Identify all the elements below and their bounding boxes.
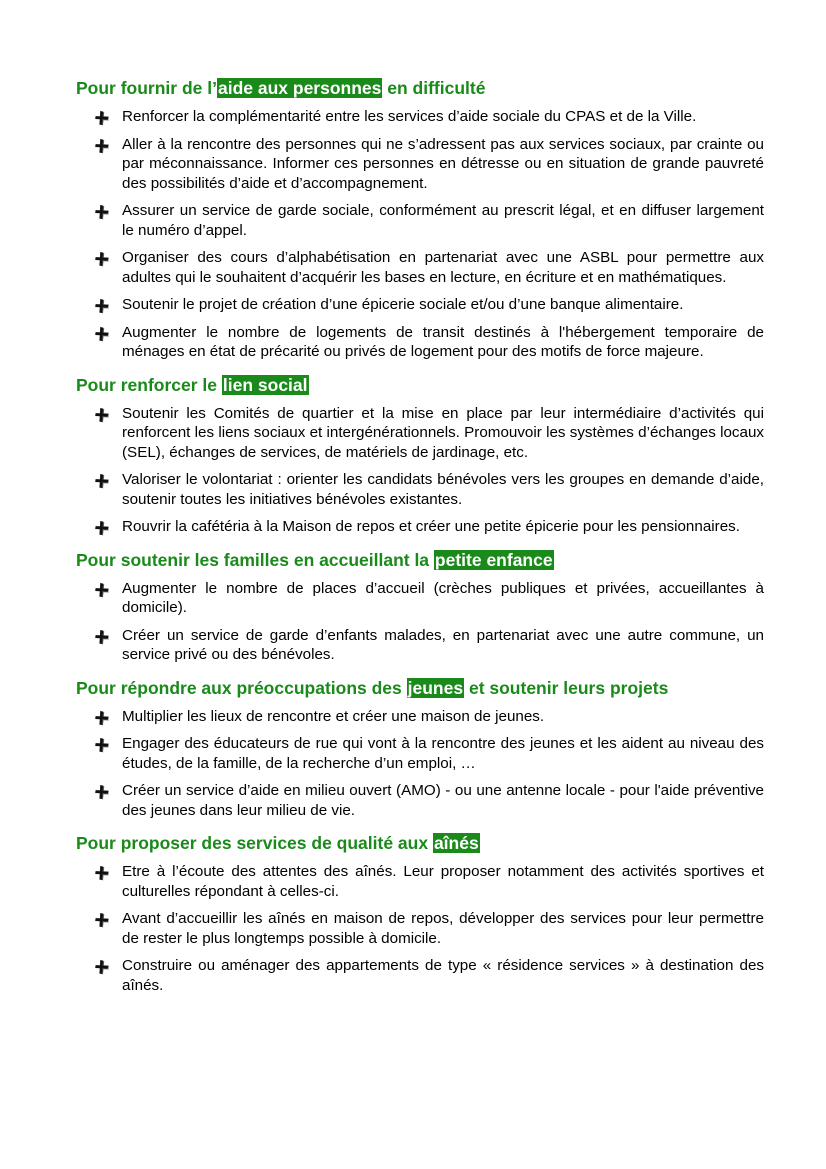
list-item-text: Organiser des cours d’alphabétisation en partenariat avec une ASBL pour permettre aux adultes qui le souhaitent d’acquérir les bases en lecture, en écriture et en mathématiques. bbox=[122, 249, 764, 286]
section bbox=[76, 677, 764, 821]
list-item bbox=[76, 579, 764, 618]
list-item bbox=[76, 707, 764, 727]
plus-cross-icon bbox=[94, 912, 110, 928]
list-item-text: Avant d’accueillir les aînés en maison de repos, développer des services pour leur permettre de rester le plus longtemps possible à domicile. bbox=[122, 910, 764, 947]
section bbox=[76, 832, 764, 995]
heading-text-after: en difficulté bbox=[382, 78, 486, 98]
heading-highlight: petite enfance bbox=[434, 549, 553, 570]
plus-cross-icon bbox=[94, 582, 110, 598]
heading-highlight: aînés bbox=[433, 833, 479, 853]
heading-text-before: Pour fournir de l’ bbox=[76, 78, 217, 98]
bullet-list bbox=[76, 107, 764, 362]
list-item-text: Soutenir le projet de création d’une épicerie sociale et/ou d’une banque alimentaire. bbox=[122, 296, 684, 313]
bullet-list bbox=[76, 707, 764, 821]
plus-cross-icon bbox=[94, 326, 110, 342]
list-item bbox=[76, 734, 764, 773]
list-item bbox=[76, 781, 764, 820]
plus-cross-icon bbox=[94, 110, 110, 126]
plus-cross-icon bbox=[94, 737, 110, 753]
heading-text-before: Pour soutenir les familles en accueillant la bbox=[76, 549, 434, 570]
list-item-text: Renforcer la complémentarité entre les services d’aide sociale du CPAS et de la Ville. bbox=[122, 108, 697, 125]
list-item-text: Valoriser le volontariat : orienter les candidats bénévoles vers les groupes en demande d’aide, soutenir toutes les initiatives bénévoles existantes. bbox=[122, 471, 764, 508]
section-heading bbox=[76, 374, 764, 396]
list-item-text: Construire ou aménager des appartements de type « résidence services » à destination des aînés. bbox=[122, 957, 764, 994]
plus-cross-icon bbox=[94, 520, 110, 536]
bullet-list bbox=[76, 404, 764, 537]
list-item-text: Créer un service d’aide en milieu ouvert (AMO) - ou une antenne locale - pour l'aide préventive des jeunes dans leur milieu de vie. bbox=[122, 782, 764, 819]
plus-cross-icon bbox=[94, 784, 110, 800]
bullet-list bbox=[76, 579, 764, 665]
heading-highlight: lien social bbox=[222, 374, 308, 395]
list-item bbox=[76, 626, 764, 665]
plus-cross-icon bbox=[94, 710, 110, 726]
list-item bbox=[76, 248, 764, 287]
list-item bbox=[76, 201, 764, 240]
section bbox=[76, 549, 764, 665]
list-item-text: Etre à l’écoute des attentes des aînés. Leur proposer notamment des activités sportives et culturelles répondant à celles-ci. bbox=[122, 863, 764, 900]
list-item-text: Assurer un service de garde sociale, conformément au prescrit légal, et en diffuser largement le numéro d’appel. bbox=[122, 202, 764, 239]
plus-cross-icon bbox=[94, 629, 110, 645]
list-item bbox=[76, 517, 764, 537]
list-item-text: Engager des éducateurs de rue qui vont à la rencontre des jeunes et les aident au niveau des études, de la famille, de la recherche d’un emploi, … bbox=[122, 735, 764, 772]
list-item bbox=[76, 135, 764, 194]
section-heading bbox=[76, 77, 764, 99]
heading-text-before: Pour proposer des services de qualité aux bbox=[76, 833, 433, 853]
heading-text-before: Pour renforcer le bbox=[76, 374, 222, 395]
section-heading bbox=[76, 549, 764, 571]
heading-highlight: aide aux personnes bbox=[217, 78, 382, 98]
list-item-text: Soutenir les Comités de quartier et la mise en place par leur intermédiaire d’activités qui renforcent les liens sociaux et intergénérationnels. Promouvoir les systèmes d’échanges locaux (SEL), échanges de services, de matériels de jardinage, etc. bbox=[122, 404, 764, 461]
list-item-text: Rouvrir la cafétéria à la Maison de repos et créer une petite épicerie pour les pensionnaires. bbox=[122, 518, 740, 535]
plus-cross-icon bbox=[94, 298, 110, 314]
heading-text-after: et soutenir leurs projets bbox=[464, 677, 669, 698]
list-item bbox=[76, 404, 764, 463]
document-content bbox=[76, 77, 764, 1003]
plus-cross-icon bbox=[94, 407, 110, 423]
list-item bbox=[76, 323, 764, 362]
list-item bbox=[76, 107, 764, 127]
list-item bbox=[76, 909, 764, 948]
section-heading bbox=[76, 677, 764, 699]
section bbox=[76, 374, 764, 537]
plus-cross-icon bbox=[94, 473, 110, 489]
section-heading bbox=[76, 832, 764, 854]
heading-highlight: jeunes bbox=[407, 677, 464, 698]
list-item-text: Multiplier les lieux de rencontre et créer une maison de jeunes. bbox=[122, 707, 545, 725]
list-item bbox=[76, 956, 764, 995]
heading-text-before: Pour répondre aux préoccupations des bbox=[76, 677, 407, 698]
list-item bbox=[76, 470, 764, 509]
plus-cross-icon bbox=[94, 138, 110, 154]
plus-cross-icon bbox=[94, 251, 110, 267]
list-item-text: Créer un service de garde d’enfants malades, en partenariat avec une autre commune, un service privé ou des bénévoles. bbox=[122, 626, 764, 663]
bullet-list bbox=[76, 862, 764, 995]
list-item-text: Augmenter le nombre de places d’accueil (crèches publiques et privées, accueillantes à domicile). bbox=[122, 579, 764, 616]
plus-cross-icon bbox=[94, 204, 110, 220]
list-item-text: Augmenter le nombre de logements de transit destinés à l'hébergement temporaire de ménages en état de précarité ou privés de logement pour des motifs de force majeure. bbox=[122, 323, 764, 360]
plus-cross-icon bbox=[94, 959, 110, 975]
list-item-text: Aller à la rencontre des personnes qui ne s’adressent pas aux services sociaux, par crainte ou par méconnaissance. Informer ces personnes en détresse ou en situation de grande pauvreté des possibilités d’aide et d’accompagnement. bbox=[122, 135, 764, 192]
plus-cross-icon bbox=[94, 865, 110, 881]
section bbox=[76, 77, 764, 362]
list-item bbox=[76, 295, 764, 315]
list-item bbox=[76, 862, 764, 901]
